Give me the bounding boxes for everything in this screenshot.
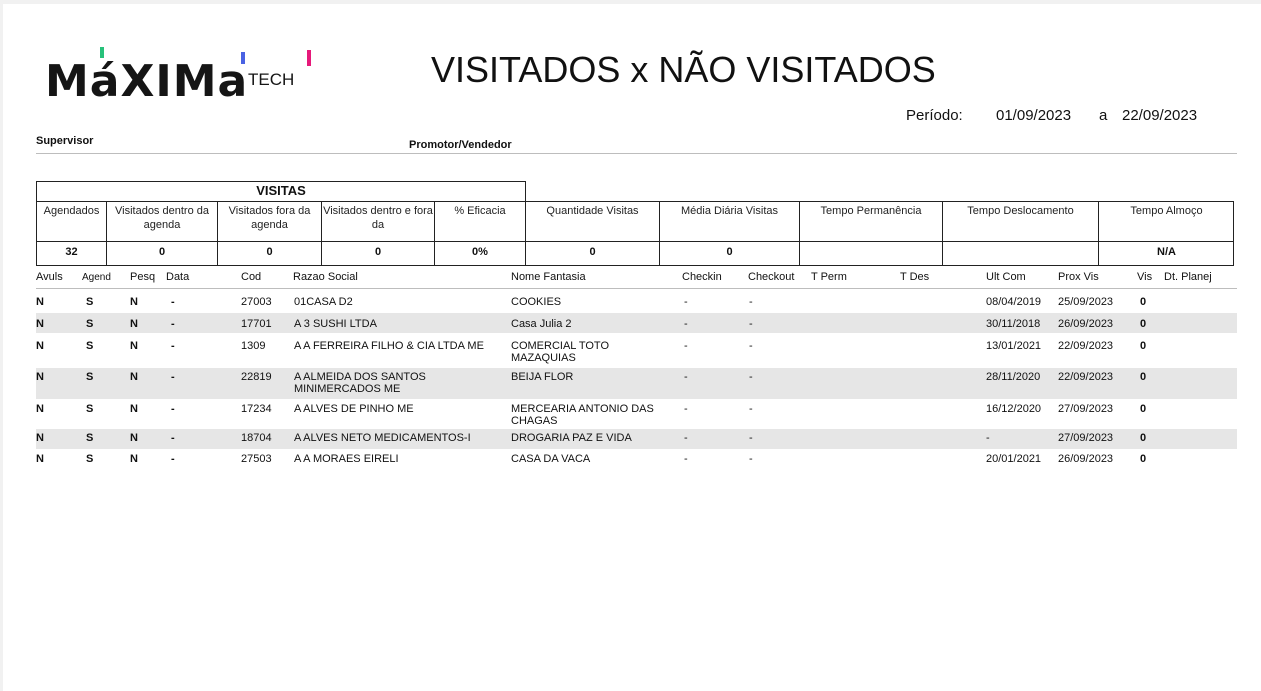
- header-divider: [36, 153, 1237, 154]
- cell-prox-vis: 26/09/2023: [1058, 318, 1114, 330]
- table-row: [36, 399, 1237, 429]
- report-title: VISITADOS x NÃO VISITADOS: [431, 49, 936, 90]
- cell-data: -: [171, 432, 175, 444]
- cell-agend: S: [86, 318, 94, 330]
- cell-nome-fantasia: BEIJA FLOR: [511, 371, 574, 383]
- cell-razao-social: A ALMEIDA DOS SANTOS MINIMERCADOS ME: [294, 371, 426, 395]
- cell-avuls: N: [36, 296, 44, 308]
- logo-accent-pink: [307, 50, 311, 66]
- cell-cod: 1309: [241, 340, 266, 352]
- val-visitados-dentro: 0: [158, 246, 166, 258]
- cell-razao-social: A ALVES DE PINHO ME: [294, 403, 414, 415]
- val-media-diaria: 0: [726, 246, 733, 258]
- cell-vis: 0: [1140, 296, 1147, 308]
- hdr-visitados-dentro: Visitados dentro da agenda: [115, 205, 209, 231]
- val-tempo-almoco: N/A: [1157, 246, 1176, 258]
- cell-agend: S: [86, 371, 94, 383]
- cell-vis: 0: [1140, 340, 1147, 352]
- cell-ult-com: 20/01/2021: [986, 453, 1042, 465]
- hdr-tempo-permanencia: Tempo Permanência: [820, 205, 922, 217]
- cell-nome-fantasia: DROGARIA PAZ E VIDA: [511, 432, 632, 444]
- cell-prox-vis: 26/09/2023: [1058, 453, 1114, 465]
- cell-ult-com: 13/01/2021: [986, 340, 1042, 352]
- col-pesq: Pesq: [130, 271, 156, 283]
- cell-agend: S: [86, 340, 94, 352]
- cell-avuls: N: [36, 453, 44, 465]
- cell-agend: S: [86, 403, 94, 415]
- cell-prox-vis: 27/09/2023: [1058, 432, 1114, 444]
- cell-agend: S: [86, 453, 94, 465]
- cell-cod: 22819: [241, 371, 272, 383]
- cell-vis: 0: [1140, 432, 1147, 444]
- hdr-agendados: Agendados: [43, 205, 100, 217]
- col-ult-com: Ult Com: [986, 271, 1026, 283]
- col-cod: Cod: [241, 271, 262, 283]
- cell-razao-social: A ALVES NETO MEDICAMENTOS-I: [294, 432, 471, 444]
- table-row: [36, 449, 1237, 469]
- cell-avuls: N: [36, 340, 44, 352]
- cell-checkout: -: [749, 340, 753, 352]
- val-visitados-dentro-fora: 0: [374, 246, 382, 258]
- cell-checkout: -: [749, 296, 753, 308]
- cell-cod: 17701: [241, 318, 272, 330]
- col-checkout: Checkout: [748, 271, 795, 283]
- cell-cod: 27503: [241, 453, 272, 465]
- col-razao-social: Razao Social: [293, 271, 358, 283]
- cell-vis: 0: [1140, 403, 1147, 415]
- hdr-visitados-fora: Visitados fora da agenda: [228, 205, 311, 231]
- hdr-media-diaria: Média Diária Visitas: [680, 205, 778, 217]
- period-label: Período:: [906, 107, 963, 124]
- cell-cod: 17234: [241, 403, 272, 415]
- val-agendados: 32: [65, 246, 78, 258]
- cell-razao-social: 01CASA D2: [294, 296, 353, 308]
- cell-vis: 0: [1140, 453, 1147, 465]
- val-quantidade-visitas: 0: [589, 246, 596, 258]
- cell-checkout: -: [749, 403, 753, 415]
- logo-brand: MáXIMa: [45, 56, 249, 107]
- cell-checkout: -: [749, 432, 753, 444]
- cell-data: -: [171, 318, 175, 330]
- cell-ult-com: 08/04/2019: [986, 296, 1042, 308]
- cell-ult-com: 28/11/2020: [986, 371, 1041, 383]
- cell-checkin: -: [684, 318, 688, 330]
- cell-avuls: N: [36, 371, 44, 383]
- cell-checkin: -: [684, 296, 688, 308]
- period-start: 01/09/2023: [996, 107, 1072, 124]
- cell-pesq: N: [130, 403, 138, 415]
- cell-vis: 0: [1140, 318, 1147, 330]
- cell-razao-social: A A MORAES EIRELI: [294, 453, 399, 465]
- table-row: [36, 313, 1237, 333]
- period-end: 22/09/2023: [1122, 107, 1198, 124]
- cell-data: -: [171, 296, 175, 308]
- table-row: [36, 292, 1237, 311]
- cell-ult-com: -: [986, 432, 990, 444]
- cell-cod: 18704: [241, 432, 272, 444]
- report-page: [3, 4, 1261, 691]
- cell-checkin: -: [684, 340, 688, 352]
- cell-pesq: N: [130, 340, 138, 352]
- cell-cod: 27003: [241, 296, 272, 308]
- val-visitados-fora: 0: [266, 246, 273, 258]
- cell-checkin: -: [684, 403, 688, 415]
- table-row: [36, 335, 1237, 368]
- cell-avuls: N: [36, 318, 44, 330]
- cell-prox-vis: 25/09/2023: [1058, 296, 1114, 308]
- cell-avuls: N: [36, 432, 44, 444]
- table-row: [36, 368, 1237, 399]
- hdr-quantidade-visitas: Quantidade Visitas: [546, 205, 639, 217]
- hdr-eficacia: % Eficacia: [454, 205, 506, 217]
- cell-nome-fantasia: COOKIES: [511, 296, 562, 308]
- cell-prox-vis: 22/09/2023: [1058, 340, 1114, 352]
- cell-agend: S: [86, 432, 94, 444]
- cell-checkout: -: [749, 453, 753, 465]
- cell-pesq: N: [130, 296, 138, 308]
- cell-data: -: [171, 403, 175, 415]
- cell-data: -: [171, 453, 175, 465]
- cell-avuls: N: [36, 403, 44, 415]
- columns-divider: [36, 288, 1237, 289]
- cell-ult-com: 16/12/2020: [986, 403, 1042, 415]
- col-nome-fantasia: Nome Fantasia: [511, 271, 586, 283]
- col-agend: Agend: [82, 272, 111, 283]
- cell-nome-fantasia: COMERCIAL TOTO MAZAQUIAS: [511, 340, 610, 364]
- visitas-group-title: VISITAS: [256, 183, 306, 198]
- cell-checkin: -: [684, 453, 688, 465]
- val-eficacia: 0%: [472, 246, 488, 258]
- col-t-perm: T Perm: [811, 271, 847, 283]
- cell-nome-fantasia: CASA DA VACA: [511, 453, 591, 465]
- table-row: [36, 429, 1237, 449]
- cell-nome-fantasia: MERCEARIA ANTONIO DAS CHAGAS: [511, 403, 654, 427]
- logo-suffix: TECH: [248, 70, 295, 89]
- cell-nome-fantasia: Casa Julia 2: [511, 318, 572, 330]
- supervisor-label: Supervisor: [36, 135, 94, 147]
- cell-data: -: [171, 340, 175, 352]
- cell-razao-social: A 3 SUSHI LTDA: [294, 318, 377, 330]
- hdr-tempo-deslocamento: Tempo Deslocamento: [967, 205, 1074, 217]
- cell-pesq: N: [130, 432, 138, 444]
- cell-ult-com: 30/11/2018: [986, 318, 1041, 330]
- cell-pesq: N: [130, 371, 138, 383]
- cell-pesq: N: [130, 318, 138, 330]
- col-prox-vis: Prox Vis: [1058, 271, 1099, 283]
- col-t-des: T Des: [900, 271, 930, 283]
- cell-prox-vis: 27/09/2023: [1058, 403, 1114, 415]
- cell-data: -: [171, 371, 175, 383]
- cell-checkin: -: [684, 432, 688, 444]
- col-checkin: Checkin: [682, 271, 722, 283]
- cell-checkout: -: [749, 371, 753, 383]
- period-separator: a: [1099, 107, 1108, 124]
- cell-pesq: N: [130, 453, 138, 465]
- col-dt-planej: Dt. Planej: [1164, 271, 1212, 283]
- cell-prox-vis: 22/09/2023: [1058, 371, 1114, 383]
- hdr-visitados-dentro-fora: Visitados dentro e fora da: [323, 205, 433, 231]
- col-vis: Vis: [1137, 271, 1153, 283]
- cell-razao-social: A A FERREIRA FILHO & CIA LTDA ME: [294, 340, 484, 352]
- cell-agend: S: [86, 296, 94, 308]
- cell-checkin: -: [684, 371, 688, 383]
- col-avuls: Avuls: [36, 271, 63, 283]
- col-data: Data: [166, 271, 190, 283]
- cell-vis: 0: [1140, 371, 1147, 383]
- promotor-label: Promotor/Vendedor: [409, 139, 512, 151]
- cell-checkout: -: [749, 318, 753, 330]
- hdr-tempo-almoco: Tempo Almoço: [1130, 205, 1203, 217]
- summary-mid-line: [36, 241, 1234, 242]
